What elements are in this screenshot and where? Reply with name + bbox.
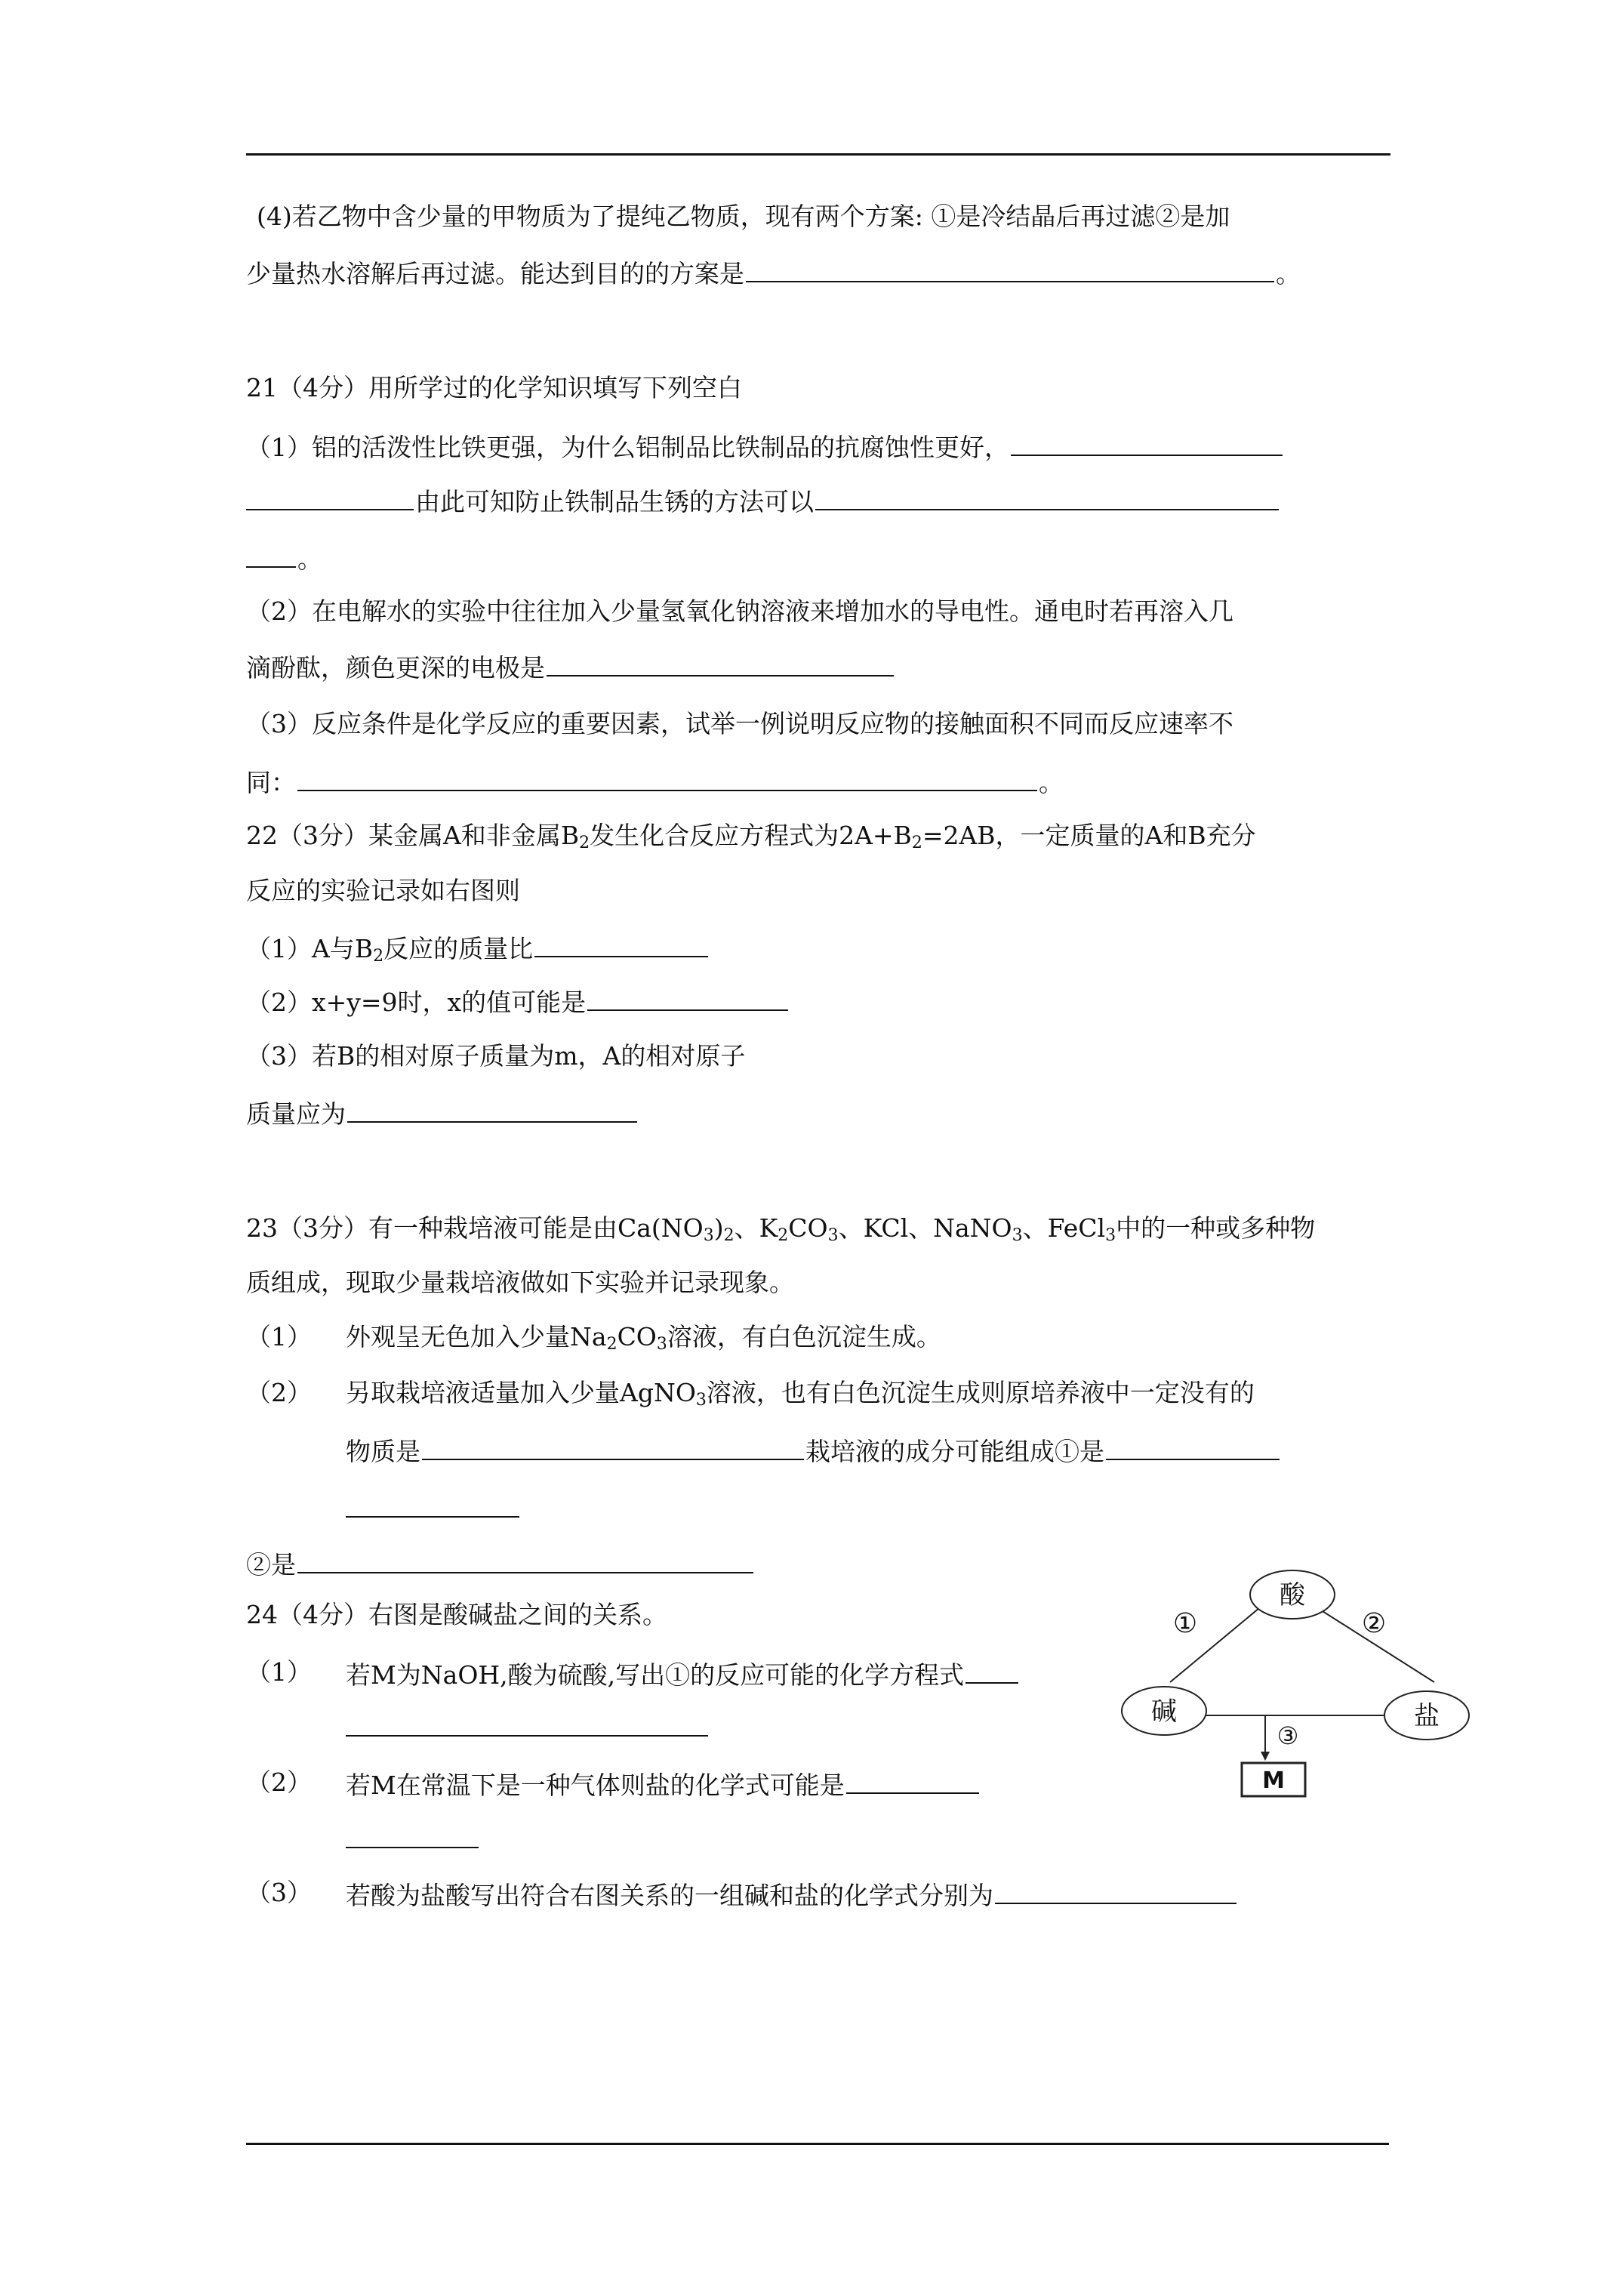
- answer-blank[interactable]: [965, 1657, 1018, 1684]
- answer-blank[interactable]: [547, 649, 894, 676]
- q23-item2-line1: 另取栽培液适量加入少量AgNO$_3$溶液，也有白色沉淀生成则原培养液中一定没有的: [346, 1378, 1255, 1410]
- q21-p1-line1: （1）铝的活泼性比铁更强，为什么铝制品比铁制品的抗腐蚀性更好，: [246, 429, 1284, 464]
- answer-blank[interactable]: [422, 1433, 804, 1460]
- q22-p1: （1）A与$B_2$反应的质量比: [246, 930, 710, 965]
- q23-item1-text: 外观呈无色加入少量$Na_2CO_3$溶液，有白色沉淀生成。: [346, 1322, 941, 1354]
- answer-blank[interactable]: [846, 1767, 979, 1794]
- q23-line2: 质组成，现取少量栽培液做如下实验并记录现象。: [246, 1268, 794, 1297]
- top-rule: [246, 153, 1390, 156]
- answer-blank[interactable]: [815, 483, 1279, 510]
- circle-3-label: ③: [1277, 1721, 1299, 1750]
- acid-label: 酸: [1280, 1580, 1305, 1610]
- answer-blank[interactable]: [587, 984, 788, 1011]
- circle-1-label: ①: [1172, 1608, 1198, 1639]
- answer-blank[interactable]: [746, 255, 1274, 282]
- answer-blank[interactable]: [297, 1546, 753, 1573]
- m-label: M: [1262, 1767, 1285, 1794]
- q21-p2-line1: （2）在电解水的实验中往往加入少量氢氧化钠溶液来增加水的导电性。通电时若再溶入几: [246, 596, 1233, 626]
- q20-4-line1: (4)若乙物中含少量的甲物质为了提纯乙物质，现有两个方案: ①是冷结晶后再过滤②是加: [257, 202, 1230, 231]
- q24-item1-text: 若M为NaOH,酸为硫酸,写出①的反应可能的化学方程式: [346, 1657, 1020, 1691]
- q24-item2-number: （2）: [246, 1767, 312, 1797]
- q23-item2-number: （2）: [246, 1378, 312, 1407]
- bottom-rule: [246, 2143, 1389, 2145]
- arrow-head: [1261, 1752, 1270, 1761]
- q20-4-line2: 少量热水溶解后再过滤。能达到目的的方案是 。: [246, 255, 1301, 290]
- q22-p3: （3）若B的相对原子质量为m，A的相对原子: [246, 1041, 746, 1071]
- q23-item2-line3: [346, 1490, 521, 1525]
- q24-item2-line2: [346, 1821, 480, 1856]
- q21-p3-line1: （3）反应条件是化学反应的重要因素，试举一例说明反应物的接触面积不同而反应速率不: [246, 709, 1233, 738]
- answer-blank[interactable]: [1106, 1433, 1280, 1460]
- answer-blank[interactable]: [534, 930, 708, 957]
- q23-item3: ②是: [246, 1546, 755, 1581]
- q24-item3-number: （3）: [246, 1878, 312, 1907]
- q24-item2-text: 若M在常温下是一种气体则盐的化学式可能是: [346, 1767, 981, 1801]
- q23-item1-number: （1）: [246, 1322, 312, 1351]
- answer-blank[interactable]: [246, 541, 296, 568]
- q22-p2: （2）x+y=9时，x的值可能是: [246, 984, 790, 1019]
- q21-title: 21（4分）用所学过的化学知识填写下列空白: [246, 373, 742, 402]
- answer-blank[interactable]: [995, 1877, 1236, 1904]
- q21-p3-line2: 同： 。: [246, 764, 1064, 799]
- answer-blank[interactable]: [246, 483, 414, 510]
- answer-blank[interactable]: [346, 1709, 708, 1737]
- base-label: 碱: [1151, 1697, 1177, 1727]
- answer-blank[interactable]: [297, 764, 1037, 791]
- answer-blank[interactable]: [346, 1821, 479, 1848]
- acid-base-salt-diagram: [1117, 1563, 1472, 1804]
- q24-item3-text: 若酸为盐酸写出符合右图关系的一组碱和盐的化学式分别为: [346, 1877, 1238, 1912]
- salt-label: 盐: [1414, 1701, 1440, 1731]
- q24-item1-line2: [346, 1709, 710, 1744]
- q22-line2: 反应的实验记录如右图则: [246, 876, 520, 905]
- answer-blank[interactable]: [346, 1490, 519, 1518]
- answer-blank[interactable]: [1011, 429, 1283, 456]
- answer-blank[interactable]: [347, 1096, 637, 1123]
- q21-p1-line2: 由此可知防止铁制品生锈的方法可以: [246, 483, 1280, 518]
- q24-title: 24（4分）右图是酸碱盐之间的关系。: [246, 1600, 667, 1629]
- q24-item1-number: （1）: [246, 1657, 312, 1687]
- q23-line1: 23（3分）有一种栽培液可能是由$Ca(NO_3)_2$、$K_2CO_3$、KCl、NaNO$_3$、FeCl$_3$中的一种或多种物: [246, 1213, 1316, 1245]
- circle-2-label: ②: [1361, 1608, 1387, 1639]
- q22-line1: 22（3分）某金属A和非金属$B_2$发生化合反应方程式为$2A+B_2=2AB$，一定质量的A和B充分: [246, 821, 1256, 852]
- q21-p1-line3: 。: [246, 541, 322, 575]
- q21-p2-line2: 滴酚酞，颜色更深的电极是: [246, 649, 895, 684]
- q22-p3b: 质量应为: [246, 1096, 639, 1130]
- q23-item2-line2: 物质是 栽培液的成分可能组成①是: [346, 1433, 1281, 1468]
